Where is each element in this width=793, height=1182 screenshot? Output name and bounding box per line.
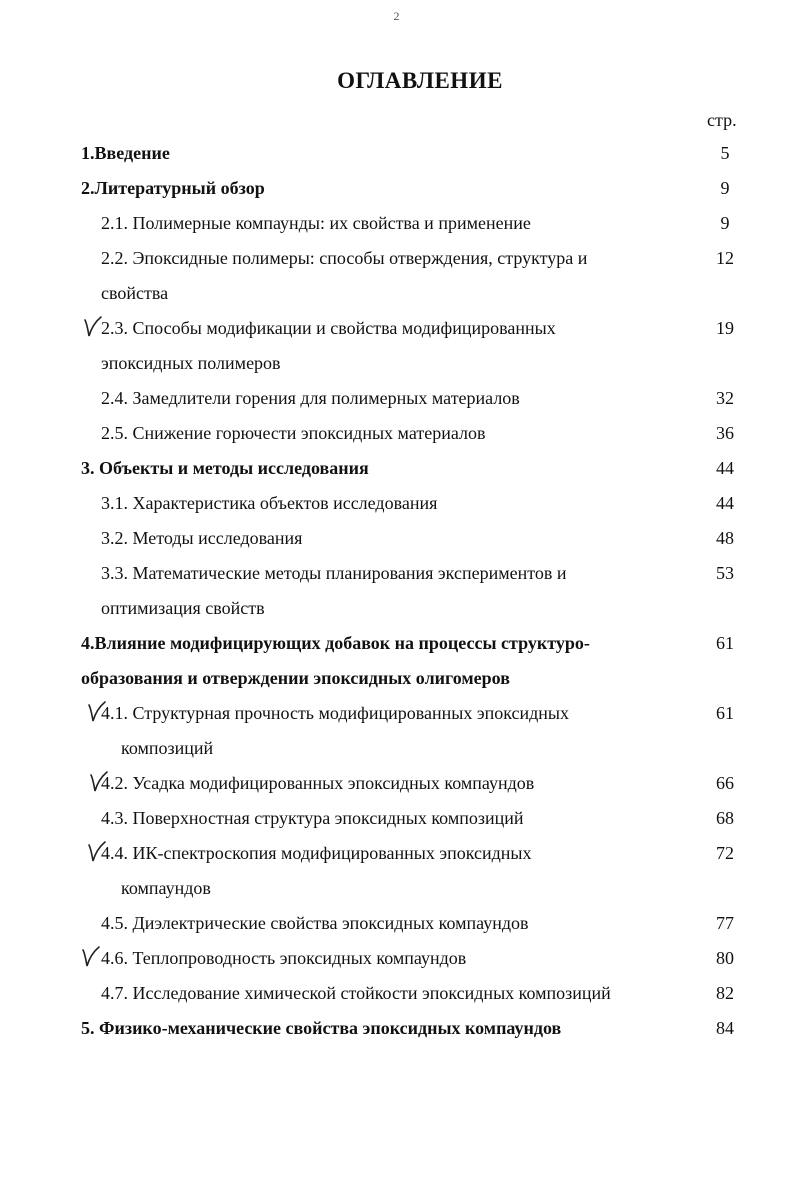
- page-title: ОГЛАВЛЕНИЕ: [337, 68, 503, 93]
- toc-entry-title: 2.Литературный обзор: [81, 178, 265, 198]
- toc-entry: [101, 416, 673, 451]
- toc-entry-title: 4.5. Диэлектрические свойства эпоксидных компаундов: [101, 913, 529, 933]
- toc-row: [0, 381, 793, 416]
- toc-row: [0, 486, 793, 521]
- toc-page-number: 77: [716, 913, 734, 933]
- toc-page-number: 84: [716, 1018, 734, 1038]
- toc-entry: [81, 1011, 673, 1046]
- toc-page-number: 68: [716, 808, 734, 828]
- toc-row: [0, 241, 793, 311]
- toc-entry: [101, 486, 673, 521]
- toc-entry-title: 4.6. Теплопроводность эпоксидных компаундов: [101, 948, 467, 968]
- toc-row: [0, 1011, 793, 1046]
- toc-page-number: 44: [716, 493, 734, 513]
- toc-row: [0, 906, 793, 941]
- toc-entry-title: 4.1. Структурная прочность модифицированных эпоксидных: [101, 703, 570, 723]
- toc-entry-title: 4.Влияние модифицирующих добавок на процессы структуро-: [81, 633, 590, 653]
- toc-row: [0, 696, 793, 766]
- toc-entry: [81, 626, 673, 696]
- toc-entry-continuation: образования и отверждении эпоксидных олигомеров: [81, 668, 510, 688]
- toc-entry-continuation: композиций: [121, 738, 214, 758]
- toc-page-number: 66: [716, 773, 734, 793]
- toc-entry: [101, 311, 673, 381]
- toc-page-number: 53: [716, 563, 734, 583]
- toc-entry-continuation: компаундов: [121, 878, 211, 898]
- toc-entry-title: 4.4. ИК-спектроскопия модифицированных эпоксидных: [101, 843, 532, 863]
- handwritten-check-mark-icon: [83, 314, 103, 338]
- toc-entry: [101, 206, 673, 241]
- toc-row: [0, 311, 793, 381]
- toc-entry: [101, 696, 673, 766]
- toc-row: [0, 206, 793, 241]
- toc-entry-title: 4.7. Исследование химической стойкости эпоксидных композиций: [101, 983, 611, 1003]
- toc-entry-title: 3. Объекты и методы исследования: [81, 458, 369, 478]
- handwritten-check-mark-icon: [89, 769, 109, 793]
- toc-entry: [101, 976, 673, 1011]
- toc-row: [0, 521, 793, 556]
- toc-entry-title: 1.Введение: [81, 143, 170, 163]
- toc-entry: [81, 136, 673, 171]
- toc-row: [0, 136, 793, 171]
- toc-entry: [101, 801, 673, 836]
- toc-row: [0, 451, 793, 486]
- toc-page-number: 61: [716, 633, 734, 653]
- toc-entry: [101, 836, 673, 906]
- toc-entry-title: 2.2. Эпоксидные полимеры: способы отверждения, структура и: [101, 248, 588, 268]
- handwritten-check-mark-icon: [87, 839, 107, 863]
- toc-entry: [101, 521, 673, 556]
- toc-entry-title: 2.4. Замедлители горения для полимерных материалов: [101, 388, 520, 408]
- toc-entry: [81, 171, 673, 206]
- toc-entry-title: 3.2. Методы исследования: [101, 528, 303, 548]
- toc-row: [0, 556, 793, 626]
- toc-page-number: 36: [716, 423, 734, 443]
- toc-page-number: 32: [716, 388, 734, 408]
- page-column-label: стр.: [707, 110, 737, 130]
- toc-page-number: 80: [716, 948, 734, 968]
- toc-page-number: 48: [716, 528, 734, 548]
- toc-entry: [81, 451, 673, 486]
- table-of-contents: [0, 136, 793, 1046]
- toc-page-number: 9: [720, 178, 730, 198]
- toc-entry: [101, 381, 673, 416]
- toc-entry: [101, 766, 673, 801]
- toc-entry-title: 2.3. Способы модификации и свойства модифицированных: [101, 318, 556, 338]
- toc-page-number: 12: [716, 248, 734, 268]
- toc-entry-continuation: свойства: [101, 283, 169, 303]
- toc-entry-continuation: эпоксидных полимеров: [101, 353, 281, 373]
- toc-entry: [101, 906, 673, 941]
- handwritten-check-mark-icon: [87, 699, 107, 723]
- toc-page-number: 19: [716, 318, 734, 338]
- handwritten-check-mark-icon: [81, 944, 101, 968]
- toc-row: [0, 941, 793, 976]
- toc-entry-continuation: оптимизация свойств: [101, 598, 265, 618]
- toc-page-number: 72: [716, 843, 734, 863]
- toc-page-number: 82: [716, 983, 734, 1003]
- toc-entry: [101, 241, 673, 311]
- toc-page-number: 44: [716, 458, 734, 478]
- toc-entry-title: 3.1. Характеристика объектов исследования: [101, 493, 438, 513]
- toc-entry-title: 2.5. Снижение горючести эпоксидных материалов: [101, 423, 486, 443]
- toc-row: [0, 416, 793, 451]
- toc-row: [0, 171, 793, 206]
- toc-entry-title: 2.1. Полимерные компаунды: их свойства и применение: [101, 213, 531, 233]
- toc-page-number: 9: [720, 213, 730, 233]
- toc-row: [0, 766, 793, 801]
- toc-entry-title: 3.3. Математические методы планирования экспериментов и: [101, 563, 567, 583]
- toc-page-number: 5: [720, 143, 730, 163]
- toc-entry: [101, 556, 673, 626]
- toc-row: [0, 626, 793, 696]
- toc-page-number: 61: [716, 703, 734, 723]
- toc-entry-title: 4.3. Поверхностная структура эпоксидных композиций: [101, 808, 524, 828]
- toc-row: [0, 801, 793, 836]
- toc-row: [0, 976, 793, 1011]
- toc-entry: [101, 941, 673, 976]
- page-number: 2: [393, 9, 400, 23]
- toc-row: [0, 836, 793, 906]
- toc-entry-title: 5. Физико-механические свойства эпоксидных компаундов: [81, 1018, 562, 1038]
- toc-entry-title: 4.2. Усадка модифицированных эпоксидных компаундов: [101, 773, 535, 793]
